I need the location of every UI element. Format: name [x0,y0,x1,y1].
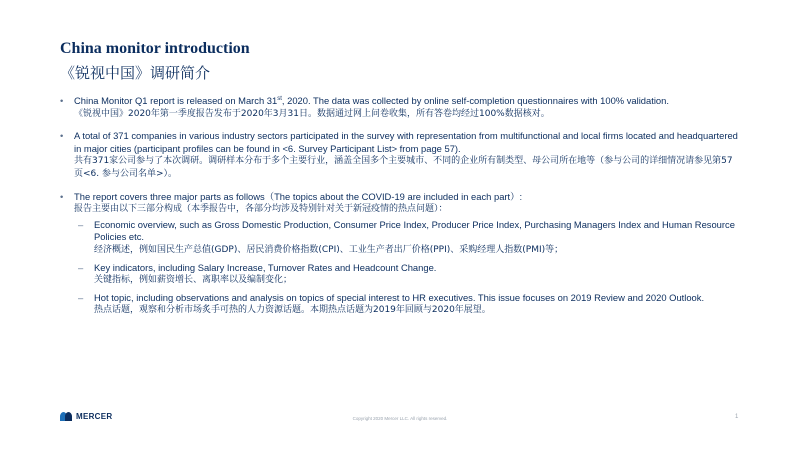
content-body [60,95,740,327]
sub-bullet-text-cn: 热点话题，观察和分析市场炙手可热的人力资源话题。本期热点话题为2019年回顾与2020年展望。 [94,305,491,316]
copyright-notice: Copyright 2020 Mercer LLC. All rights reserved. [352,416,448,421]
mercer-logo-text: MERCER [76,412,113,421]
page-number: 1 [735,414,739,420]
sub-bullet-text-en: – Hot topic, including observations and analysis on topics of special interest to HR executives. This issue focuses on 2019 Review and 2020 Outlook. [94,291,705,303]
sub-bullet-key-indicators [74,262,740,287]
bullet-text-cn: 报告主要由以下三部分构成（本季报告中，各部分均涉及特别针对关于新冠疫情的热点问题）： [74,204,448,215]
bullet-report-parts [60,191,740,317]
bullet-text-cn: 共有371家公司参与了本次调研。调研样本分布于多个主要行业，涵盖全国多个主要城市、不同的企业所有制类型、母公司所在地等（参与公司的详细情况请参见第57页<6. 参与公司名单>）。 [74,156,733,179]
bullet-text-en: • China Monitor Q1 report is released on March 31st, 2020. The data was collected by online self-completion questionnaires with 100% validation. [74,95,669,106]
bullet-text-en: • A total of 371 companies in various industry sectors participated in the survey with representation from multifunctional and local firms located and headquartered in major cities (participant profiles can be found in <6. Survey Participant List> from page 57). [74,130,738,154]
page-title-cn: 《锐视中国》调研简介 [60,64,211,82]
bullet-text-en: • The report covers three major parts as follows（The topics about the COVID-19 are included in each part）: [74,190,523,202]
sub-bullet-text-cn: 关键指标，例如薪资增长、离职率以及编制变化； [94,275,293,286]
sub-bullet-text-cn: 经济概述，例如国民生产总值(GDP)、居民消费价格指数(CPI)、工业生产者出厂价格(PPI)、采购经理人指数(PMI)等； [94,244,564,255]
bullet-release-info [60,95,740,120]
bullet-text-cn: 《锐视中国》2020年第一季度报告发布于2020年3月31日。数据通过网上问卷收集，所有答卷均经过100%数据核对。 [74,108,550,119]
sub-bullet-hot-topic [74,292,740,317]
bullet-participants [60,130,740,180]
sub-bullet-economic-overview [74,219,740,257]
sub-bullet-text-en: – Economic overview, such as Gross Domestic Production, Consumer Price Index, Producer Price Index, Purchasing Managers Index and Human Resource Policies etc. [94,218,735,243]
sub-bullet-text-en: – Key indicators, including Salary Increase, Turnover Rates and Headcount Change. [94,261,437,273]
page-title-en: China monitor introduction [60,40,250,57]
